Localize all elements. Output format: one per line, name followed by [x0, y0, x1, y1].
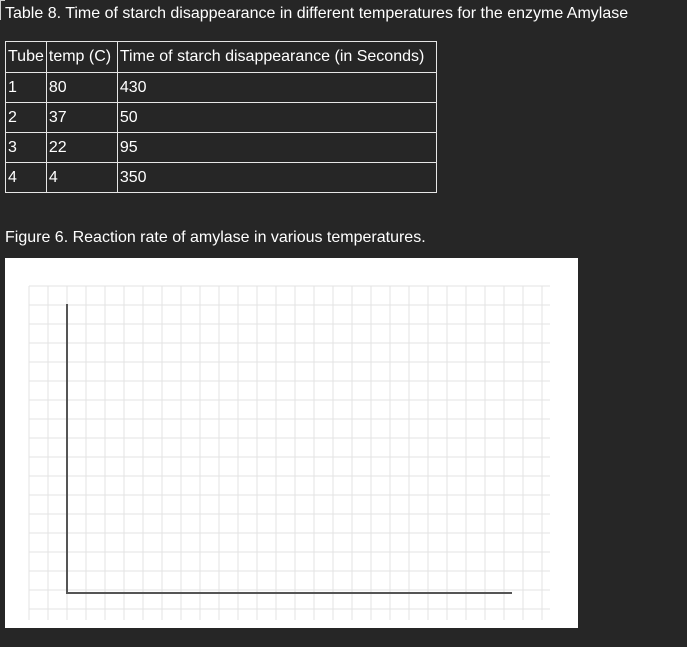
- header-tube: Tube: [6, 42, 47, 73]
- cell-temp: 22: [46, 133, 117, 163]
- cell-temp: 80: [46, 73, 117, 103]
- cell-time: 430: [117, 73, 436, 103]
- header-time: Time of starch disappearance (in Seconds): [117, 42, 436, 73]
- table-row: [6, 163, 437, 193]
- grid-lines: [29, 286, 550, 620]
- data-table: [5, 41, 437, 193]
- table-row: [6, 103, 437, 133]
- cell-time: 95: [117, 133, 436, 163]
- cell-temp: 37: [46, 103, 117, 133]
- table-row: [6, 73, 437, 103]
- table-header-row: [6, 42, 437, 73]
- table-caption: Table 8. Time of starch disappearance in different temperatures for the enzyme Amylase: [5, 5, 629, 22]
- cell-time: 50: [117, 103, 436, 133]
- cell-tube: 4: [6, 163, 47, 193]
- graph-figure: [5, 258, 578, 628]
- cell-tube: 2: [6, 103, 47, 133]
- cell-time: 350: [117, 163, 436, 193]
- cell-tube: 3: [6, 133, 47, 163]
- header-temp: temp (C): [46, 42, 117, 73]
- table-row: [6, 133, 437, 163]
- graph-grid: [5, 258, 578, 628]
- figure-caption: Figure 6. Reaction rate of amylase in various temperatures.: [5, 229, 426, 246]
- cell-temp: 4: [46, 163, 117, 193]
- cell-tube: 1: [6, 73, 47, 103]
